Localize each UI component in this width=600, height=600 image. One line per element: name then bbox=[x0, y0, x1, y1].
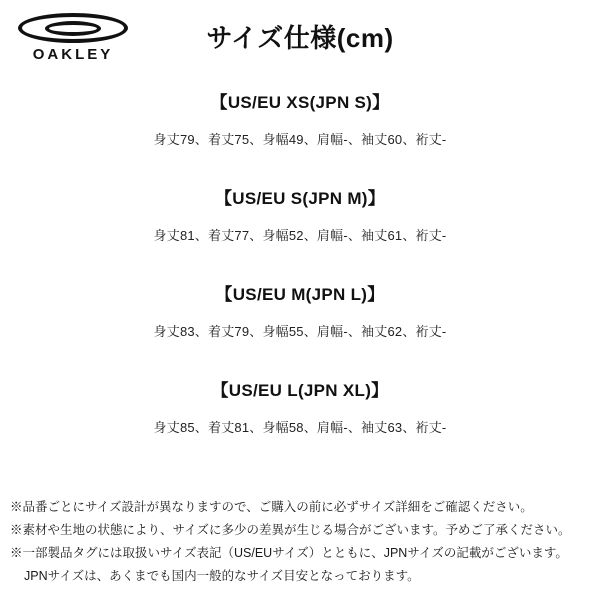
brand-name: OAKLEY bbox=[32, 46, 114, 63]
size-block-l bbox=[0, 376, 600, 436]
note-line: JPNサイズは、あくまでも国内一般的なサイズ目安となっております。 bbox=[24, 568, 420, 583]
size-label: 【US/EU S(JPN M)】 bbox=[214, 189, 386, 208]
notes-section bbox=[10, 496, 590, 589]
size-measurements: 身丈79、着丈75、身幅49、肩幅-、袖丈60、裄丈- bbox=[153, 132, 447, 147]
note-line: ※品番ごとにサイズ設計が異なりますので、ご購入の前に必ずサイズ詳細をご確認ください。 bbox=[10, 499, 533, 514]
page-header bbox=[0, 0, 600, 78]
size-measurements: 身丈83、着丈79、身幅55、肩幅-、袖丈62、裄丈- bbox=[153, 324, 447, 339]
page-title: サイズ仕様(cm) bbox=[206, 23, 394, 53]
note-line: ※一部製品タグには取扱いサイズ表記（US/EUサイズ）とともに、JPNサイズの記載がございます。 bbox=[10, 545, 568, 560]
size-label: 【US/EU M(JPN L)】 bbox=[215, 285, 385, 304]
size-label: 【US/EU L(JPN XL)】 bbox=[211, 381, 389, 400]
size-label: 【US/EU XS(JPN S)】 bbox=[210, 93, 390, 112]
size-block-s bbox=[0, 184, 600, 244]
size-block-xs bbox=[0, 88, 600, 148]
note-line: ※素材や生地の状態により、サイズに多少の差異が生じる場合がございます。予めご了承ください。 bbox=[10, 522, 571, 537]
size-list bbox=[0, 88, 600, 436]
size-measurements: 身丈81、着丈77、身幅52、肩幅-、袖丈61、裄丈- bbox=[153, 228, 447, 243]
size-block-m bbox=[0, 280, 600, 340]
size-measurements: 身丈85、着丈81、身幅58、肩幅-、袖丈63、裄丈- bbox=[153, 420, 447, 435]
